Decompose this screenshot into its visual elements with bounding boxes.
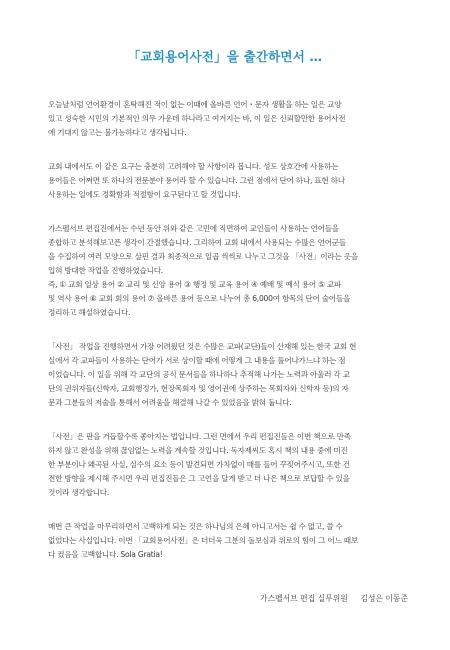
paragraph-5: 「사전」은 판을 거듭할수록 좋아지는 법입니다. 그런 면에서 우리 편집진들은 이번 책으로 만족 하지 않고 완성을 위해 끊임없는 노력을 계속할 것입니다. 독자제씨도 혹시 책의 내용 중에 미진 한 부분이나 왜곡된 사실, 실수의 요소 등이 발견되면 가차없이 매를 들어 꾸짖어주시고, 또한 건 전한 방향을 제시해 주시면 우리 편집진들은 그 고언을 달게 받고 더 나은 책으로 보답할 수 있을 것이라 생각합니다. [48,432,351,497]
signature-role: 가스펠서브 편집 실무위원 [260,594,348,603]
paragraph-6: 매번 큰 작업을 마무리하면서 고백하게 되는 것은 하나님의 은혜 아니고서는 쉽 수 없고, 쓸 수 없었다는 사실입니다. 이번 「교회용어사전」은 더더욱 그분의 돌보심과 위로의 힘이 그 어느 때보 다 컸음을 고백합니다. Sola Gratia! [48,522,358,559]
signature-editors: 김성은 이동준 [360,594,408,603]
page-title: 「교회용어사전」을 출간하면서 … [127,49,323,64]
preface-body [48,98,412,582]
signature [260,593,408,604]
paragraph-4: 「사전」 작업을 진행하면서 가장 어려웠던 것은 수많은 교파(교단)들이 산재해 있는 한국 교회 현 실에서 각 교파들이 사용하는 단어가 서로 상이할 때에 어떻게 그 내용을 풀어나가느냐 하는 점 이었습니다. 이 일을 위해 각 교단의 공식 문서들을 하나하나 추적해 나가는 노력과 아울러 각 교 단의 권위자들(신학자, 교회행정가, 현장목회자 및 영어권에 상주하는 목회자와 신학자 등)의 자 문과 그분들의 저술을 통해서 어려움을 해결해 나갈 수 있었음을 밝혀 둡니다. [48,342,357,407]
paragraph-1: 오늘날처럼 언어환경이 혼탁해진 적이 없는 이때에 올바른 언어・문자 생활을 하는 일은 교양 있고 성숙한 시민의 기본적인 의무 가운데 하나라고 여겨지는 바, 이 일은 신뢰할만한 용어사전 에 기대지 않고는 불가능하다고 생각됩니다. [48,100,346,137]
paragraph-3: 가스펠서브 편집진에서는 수년 동안 위와 같은 고민에 직면하여 교인들이 사용하는 언어들을 종합하고 분석해보고픈 생각이 간절했습니다. 그리하여 교회 내에서 사용되는 수많은 언어군들 을 수집하여 여러 모양으로 살핀 결과 최종적으로 일곱 씩씩로 나누고 그것을 「사전」이라는 옷을 입혀 방대한 작업을 진행하였습니다. 즉, ① 교회 일상 용어 ② 교리 및 신앙 용어 ③ 행정 및 교육 용어 ④ 예배 및 예식 용어 ⑤ 교파 및 역사 용어 ⑥ 교회 회의 용어 ⑦ 올바른 용어 등으로 나누어 총 6,000여 항목의 단어 술어들을 정리하고 해설하였습니다. [48,224,358,317]
paragraph-2: 교회 내에서도 이 같은 요구는 충분히 고려해야 할 사항이라 봅니다. 성도 상호간에 사용하는 용어들은 어쩌면 또 하나의 전문분야 용어라 할 수 있습니다. 그런 점에서 단어 하나, 표현 하나 사용하는 일에도 정확함과 적절함이 요구된다고 할 것입니다. [48,162,345,199]
